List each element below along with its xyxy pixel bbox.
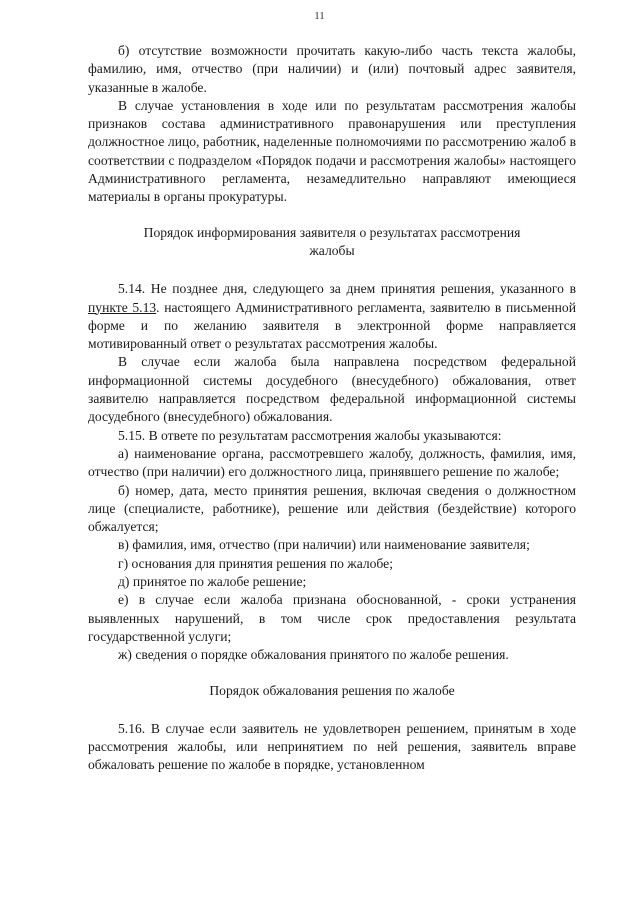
list-item-v: в) фамилия, имя, отчество (при наличии) или наименование заявителя; bbox=[118, 537, 530, 553]
paragraph-5-15: 5.15. В ответе по результатам рассмотрения жалобы указываются: bbox=[118, 427, 502, 443]
paragraph-5-14-start: 5.14. Не позднее дня, следующего за днем принятия решения, указанного в bbox=[118, 281, 576, 297]
paragraph-5-16: 5.16. В случае если заявитель не удовлетворен решением, принятым в ходе рассмотрения жалобы, или непринятием по ней решения, заявитель вправе обжаловать решение по жалобе в порядке, установленном bbox=[88, 720, 576, 773]
paragraph-5-14-end: . настоящего Административного регламента, заявителю в письменной форме и по желанию заявителя в электронной форме направляется мотивированный ответ о результатах рассмотрения жалобы. bbox=[88, 299, 576, 352]
page-number: 11 bbox=[314, 10, 325, 22]
paragraph-federal-system: В случае если жалоба была направлена посредством федеральной информационной системы досудебного (внесудебного) обжалования, ответ заявителю направляется посредством федеральной информационной системы досудебного (внесудебного) обжалования. bbox=[88, 354, 576, 425]
link-clause-5-13[interactable]: пункте 5.13 bbox=[88, 299, 157, 315]
section-heading-informing bbox=[88, 224, 576, 261]
section-heading-appeal: Порядок обжалования решения по жалобе bbox=[209, 682, 455, 698]
paragraph-violation-found: В случае установления в ходе или по результатам рассмотрения жалобы признаков состава административного правонарушения или преступления должностное лицо, работник, наделенные полномочиями по рассмотрению жалоб в соответствии с подразделом «Порядок подачи и рассмотрения жалобы» настоящего Административного регламента, незамедлительно направляют имеющиеся материалы в органы прокуратуры. bbox=[88, 97, 576, 205]
section-heading-informing-line1: Порядок информирования заявителя о результатах рассмотрения bbox=[143, 224, 521, 240]
paragraph-b-unreadable-text: б) отсутствие возможности прочитать какую-либо часть текста жалобы, фамилию, имя, отчество (при наличии) и (или) почтовый адрес заявителя, указанные в жалобе. bbox=[88, 43, 576, 95]
list-item-zh: ж) сведения о порядке обжалования принятого по жалобе решения. bbox=[118, 647, 509, 663]
document-body bbox=[88, 42, 576, 775]
list-item-a: а) наименование органа, рассмотревшего жалобу, должность, фамилия, имя, отчество (при наличии) его должностного лица, принявшего решение по жалобе; bbox=[88, 445, 576, 480]
paragraph-5-14 bbox=[88, 280, 576, 353]
list-item-g: г) основания для принятия решения по жалобе; bbox=[118, 555, 393, 571]
list-item-b: б) номер, дата, место принятия решения, включая сведения о должностном лице (специалисте, работнике), решение или действия (бездействие) которого обжалуется; bbox=[88, 482, 576, 535]
list-item-e: е) в случае если жалоба признана обоснованной, - сроки устранения выявленных нарушений, в том числе срок предоставления результата государственной услуги; bbox=[88, 592, 576, 644]
list-item-d: д) принятое по жалобе решение; bbox=[118, 574, 307, 590]
section-heading-informing-line2: жалобы bbox=[309, 242, 355, 258]
